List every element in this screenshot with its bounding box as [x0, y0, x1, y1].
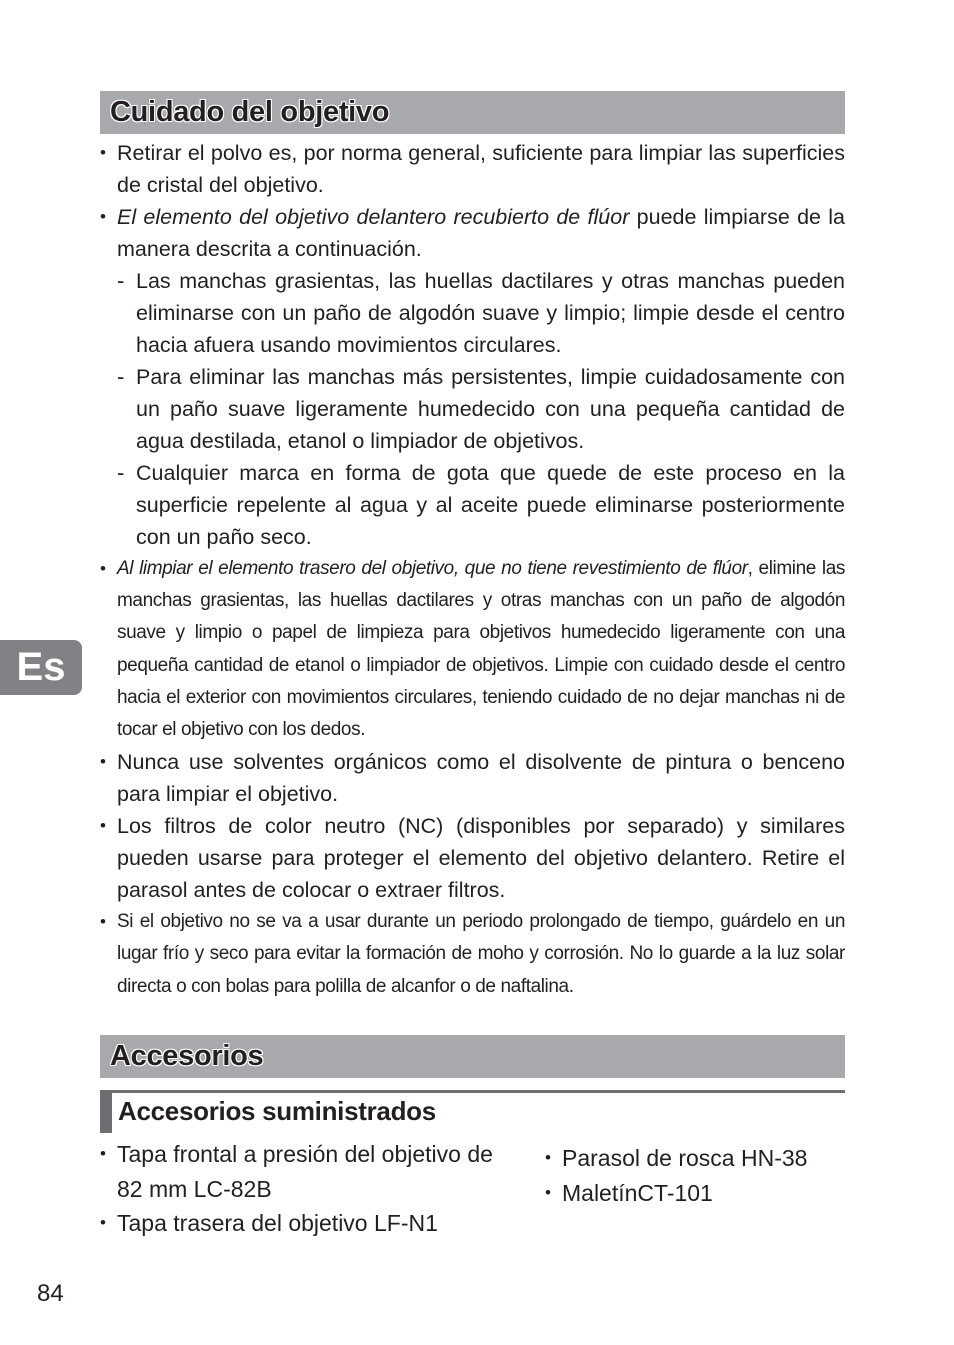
section-header-cuidado	[100, 91, 845, 134]
section-title: Accesorios	[110, 1040, 264, 1072]
care-content	[100, 137, 845, 1003]
body-text: , elimine las manchas grasientas, las huellas dactilares y otras manchas con un paño de algodón suave y limpio o papel de limpieza para objetivos humedecido ligeramente con una pequeña cantidad de etanol o limpiador de objetivos. Limpie con cuidado desde el centro hacia el exterior con movimientos circulares, teniendo cuidado de no dejar manchas ni de tocar el objetivo con los dedos.	[117, 558, 845, 741]
section-title: Cuidado del objetivo	[110, 96, 390, 128]
section-header-accesorios	[100, 1035, 845, 1078]
subsection-title: Accesorios suministrados	[118, 1096, 436, 1126]
list-item: • Los filtros de color neutro (NC) (disponibles por separado) y similares pueden usarse para proteger el elemento del objetivo delantero. Retire el parasol antes de colocar o extraer filtros.	[100, 810, 845, 906]
language-tab	[0, 640, 82, 695]
accessories-list-left	[100, 1137, 520, 1241]
list-item: • Nunca use solventes orgánicos como el disolvente de pintura o benceno para limpiar el objetivo.	[100, 746, 845, 810]
emphasis-text: El elemento del objetivo delantero recubierto de flúor	[117, 205, 630, 229]
sub-list-item: - Para eliminar las manchas más persistentes, limpie cuidadosamente con un paño suave ligeramente humedecido con una pequeña cantidad de agua destilada, etanol o limpiador de objetivos.	[100, 361, 845, 457]
list-item: • Retirar el polvo es, por norma general, suficiente para limpiar las superficies de cristal del objetivo.	[100, 137, 845, 201]
emphasis-text: Al limpiar el elemento trasero del objetivo, que no tiene revestimiento de flúor	[117, 558, 748, 579]
list-item: • MaletínCT-101	[545, 1176, 845, 1211]
list-item: • Si el objetivo no se va a usar durante un periodo prolongado de tiempo, guárdelo en un lugar frío y seco para evitar la formación de moho y corrosión. No lo guarde a la luz solar directa o con bolas para polilla de alcanfor o de naftalina.	[100, 906, 845, 1003]
sub-list-item: - Las manchas grasientas, las huellas dactilares y otras manchas pueden eliminarse con un paño de algodón suave y limpio; limpie desde el centro hacia afuera usando movimientos circulares.	[100, 265, 845, 361]
list-item: • Parasol de rosca HN-38	[545, 1141, 845, 1176]
language-tab-label: Es	[16, 645, 66, 689]
accessories-list-right	[545, 1141, 845, 1210]
body-text: puede limpiarse de la manera descrita a continuación.	[117, 205, 846, 261]
list-item: • Tapa frontal a presión del objetivo de 82 mm LC-82B	[100, 1137, 520, 1206]
list-item	[100, 201, 845, 265]
subsection-marker	[100, 1093, 112, 1133]
list-item	[100, 553, 845, 746]
page-number: 84	[37, 1280, 64, 1307]
list-item: • Tapa trasera del objetivo LF-N1	[100, 1206, 520, 1241]
subsection-header	[100, 1090, 845, 1133]
sub-list-item: - Cualquier marca en forma de gota que quede de este proceso en la superficie repelente al agua y al aceite puede eliminarse posteriormente con un paño seco.	[100, 457, 845, 553]
